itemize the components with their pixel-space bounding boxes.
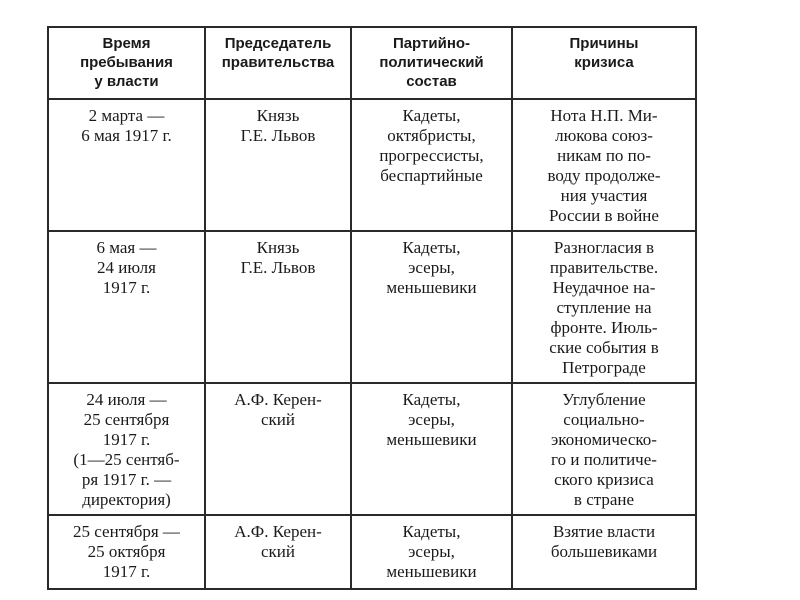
cell-chairman: А.Ф. Керен- ский xyxy=(205,515,351,589)
table-header-row xyxy=(48,27,696,99)
cell-period: 2 марта — 6 мая 1917 г. xyxy=(48,99,205,231)
cell-period: 6 мая — 24 июля 1917 г. xyxy=(48,231,205,383)
cell-chairman: А.Ф. Керен- ский xyxy=(205,383,351,515)
header-chairman: Председатель правительства xyxy=(205,27,351,99)
cell-period: 25 сентября — 25 октября 1917 г. xyxy=(48,515,205,589)
cell-causes: Взятие власти большевиками xyxy=(512,515,696,589)
provisional-government-table xyxy=(47,26,697,590)
table-row xyxy=(48,383,696,515)
cell-composition: Кадеты, октябристы, прогрессисты, беспартийные xyxy=(351,99,512,231)
cell-composition: Кадеты, эсеры, меньшевики xyxy=(351,231,512,383)
table-row xyxy=(48,515,696,589)
cell-composition: Кадеты, эсеры, меньшевики xyxy=(351,515,512,589)
header-composition: Партийно- политический состав xyxy=(351,27,512,99)
cell-chairman: Князь Г.Е. Львов xyxy=(205,99,351,231)
cell-period: 24 июля — 25 сентября 1917 г. (1—25 сентяб- ря 1917 г. — директория) xyxy=(48,383,205,515)
table-row xyxy=(48,231,696,383)
table-row xyxy=(48,99,696,231)
cell-chairman: Князь Г.Е. Львов xyxy=(205,231,351,383)
cell-causes: Нота Н.П. Ми- люкова союз- никам по по- воду продолже- ния участия России в войне xyxy=(512,99,696,231)
cell-composition: Кадеты, эсеры, меньшевики xyxy=(351,383,512,515)
cell-causes: Разногласия в правительстве. Неудачное на- ступление на фронте. Июль- ские события в Петрограде xyxy=(512,231,696,383)
header-period: Время пребывания у власти xyxy=(48,27,205,99)
header-causes: Причины кризиса xyxy=(512,27,696,99)
cell-causes: Углубление социально- экономическо- го и политиче- ского кризиса в стране xyxy=(512,383,696,515)
